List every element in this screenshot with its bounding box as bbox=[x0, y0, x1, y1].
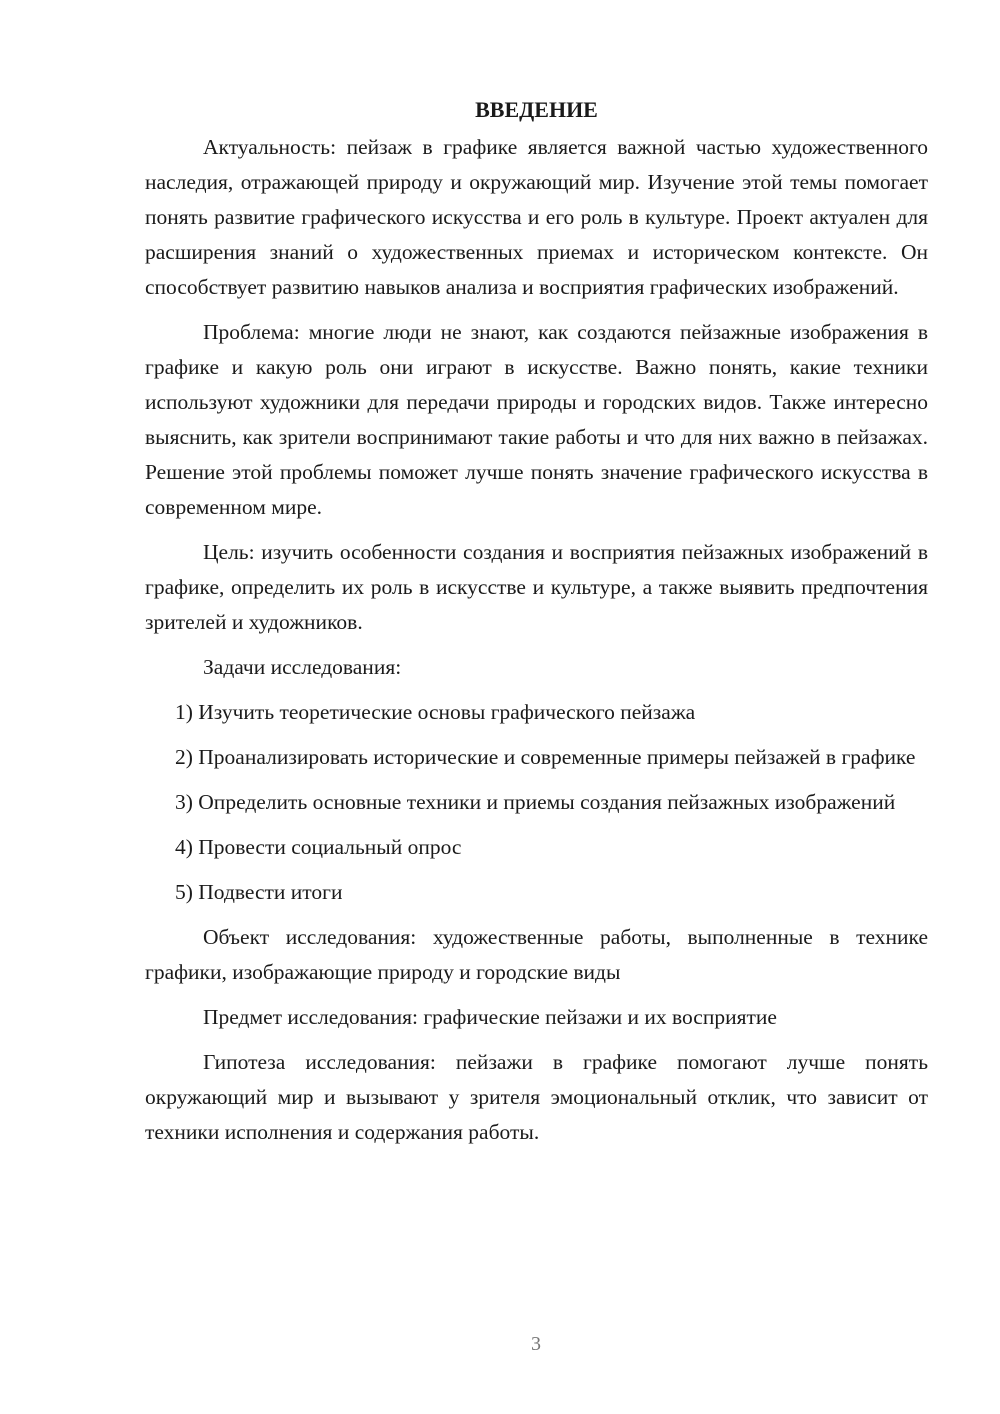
paragraph-subject: Предмет исследования: графические пейзажи и их восприятие bbox=[203, 1005, 777, 1029]
paragraph-goal: Цель: изучить особенности создания и восприятия пейзажных изображений в графике, определить их роль в искусстве и культуре, а также выявить предпочтения зрителей и художников. bbox=[145, 540, 928, 634]
document-page bbox=[145, 90, 928, 1160]
paragraph-relevance: Актуальность: пейзаж в графике является важной частью художественного наследия, отражающей природу и окружающий мир. Изучение этой темы помогает понять развитие графического искусства и его роль в культуре. Проект актуален для расширения знаний о художественных приемах и историческом контексте. Он способствует развитию навыков анализа и восприятия графических изображений. bbox=[145, 135, 928, 299]
paragraph-hypothesis: Гипотеза исследования: пейзажи в графике помогают лучше понять окружающий мир и вызывают у зрителя эмоциональный отклик, что зависит от техники исполнения и содержания работы. bbox=[145, 1050, 928, 1144]
page-number: 3 bbox=[531, 1333, 541, 1355]
list-item: 2) Проанализировать исторические и современные примеры пейзажей в графике bbox=[175, 745, 916, 769]
tasks-heading: Задачи исследования: bbox=[203, 655, 402, 679]
paragraph-problem: Проблема: многие люди не знают, как создаются пейзажные изображения в графике и какую роль они играют в искусстве. Важно понять, какие техники используют художники для передачи природы и городских видов. Также интересно выяснить, как зрители воспринимают такие работы и что для них важно в пейзажах. Решение этой проблемы поможет лучше понять значение графического искусства в современном мире. bbox=[145, 320, 928, 519]
page-title: ВВЕДЕНИЕ bbox=[475, 97, 598, 122]
list-item: 4) Провести социальный опрос bbox=[175, 835, 462, 859]
list-item: 5) Подвести итоги bbox=[175, 880, 343, 904]
paragraph-object: Объект исследования: художественные работы, выполненные в технике графики, изображающие природу и городские виды bbox=[145, 925, 928, 984]
list-item: 3) Определить основные техники и приемы создания пейзажных изображений bbox=[175, 790, 896, 814]
list-item: 1) Изучить теоретические основы графического пейзажа bbox=[175, 700, 696, 724]
